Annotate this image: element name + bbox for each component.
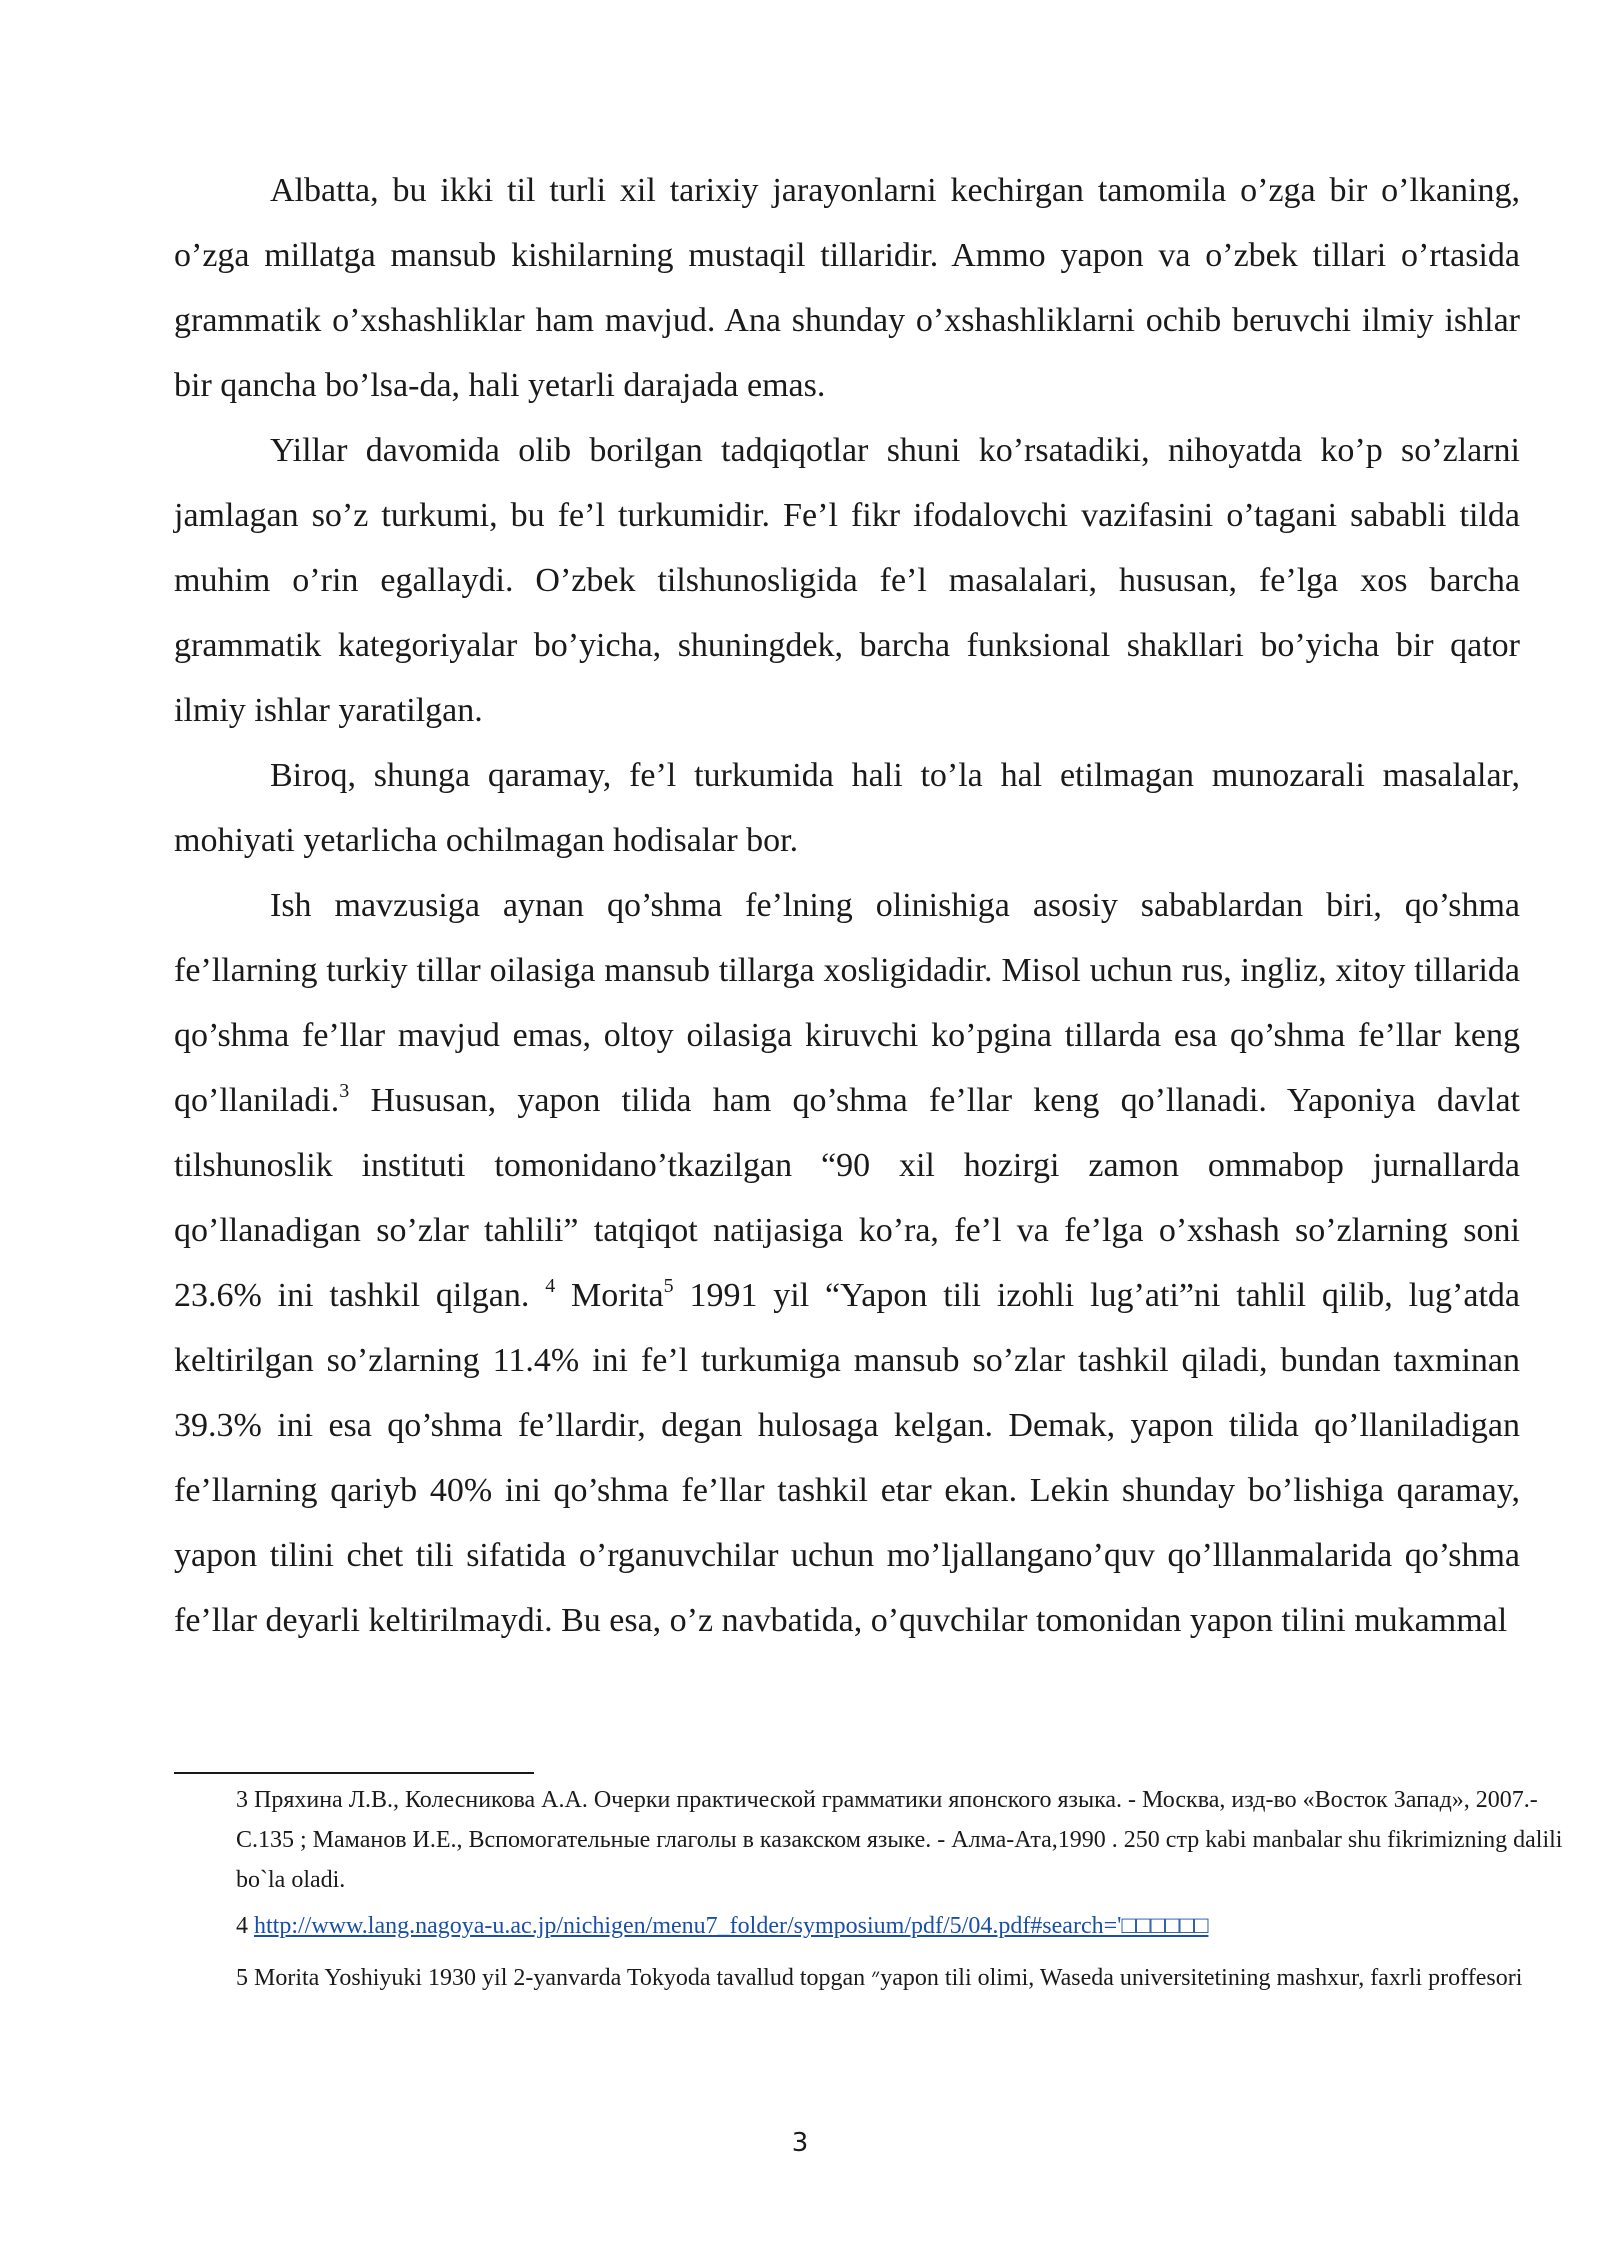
paragraph-1: Albatta, bu ikki til turli xil tarixiy jarayonlarni kechirgan tamomila o’zga bir o’lkaning, o’zga millatga mansub kishilarning mustaqil tillaridir. Ammo yapon va o’zbek tillari o’rtasida grammatik o’xshashliklar ham mavjud. Ana shunday o’xshashliklarni ochib beruvchi ilmiy ishlar bir qancha bo’lsa-da, hali yetarli darajada emas.	[174, 172, 1520, 404]
footnote-ref-5[interactable]: 5	[663, 1274, 674, 1297]
paragraph-4-part-3: Morita	[555, 1277, 664, 1314]
footnote-ref-4[interactable]: 4	[545, 1274, 556, 1297]
footnote-4	[236, 1906, 1576, 1946]
footnote-5: 5 Morita Yoshiyuki 1930 yil 2-yanvarda Tokyoda tavallud topgan ״yapon tili olimi, Waseda universitetining mashxur, faxrli proffesori	[236, 1965, 1523, 1991]
page-number: 3	[791, 2128, 809, 2158]
footnote-divider	[174, 1772, 534, 1774]
paragraph-4-part-2: Hususan, yapon tilida ham qo’shma fe’llar keng qo’llanadi. Yaponiya davlat tilshunoslik instituti tomonidano’tkazilgan “90 xil hozirgi zamon ommabop jurnallarda qo’llanadigan so’zlar tahlili” tatqiqot natijasiga ko’ra, fe’l va fe’lga o’xshash so’zlarning soni 23.6% ini tashkil qilgan.	[174, 1082, 1520, 1314]
paragraph-4-part-1: Ish mavzusiga aynan qo’shma fe’lning olinishiga asosiy sabablardan biri, qo’shma fe’llarning turkiy tillar oilasiga mansub tillarga xosligidadir. Misol uchun rus, ingliz, xitoy tillarida qo’shma fe’llar mavjud emas, oltoy oilasiga kiruvchi ko’pgina tillarda esa qo’shma fe’llar keng qo’llaniladi.	[174, 887, 1520, 1119]
paragraph-4	[174, 873, 1520, 1653]
paragraph-2: Yillar davomida olib borilgan tadqiqotlar shuni ko’rsatadiki, nihoyatda ko’p so’zlarni jamlagan so’z turkumi, bu fe’l turkumidir. Fe’l fikr ifodalovchi vazifasini o’tagani sababli tilda muhim o’rin egallaydi. O’zbek tilshunosligida fe’l masalalari, hususan, fe’lga xos barcha grammatik kategoriyalar bo’yicha, shuningdek, barcha funksional shakllari bo’yicha bir qator ilmiy ishlar yaratilgan.	[174, 432, 1520, 729]
footnote-ref-3[interactable]: 3	[339, 1079, 350, 1102]
footnote-4-number: 4	[236, 1913, 248, 1939]
body-text	[174, 158, 1520, 1653]
paragraph-3: Biroq, shunga qaramay, fe’l turkumida hali to’la hal etilmagan munozarali masalalar, mohiyati yetarlicha ochilmagan hodisalar bor.	[174, 757, 1520, 859]
footnotes	[236, 1780, 1576, 1998]
paragraph-4-part-4: 1991 yil “Yapon tili izohli lug’ati”ni tahlil qilib, lug’atda keltirilgan so’zlarning 11.4% ini fe’l turkumiga mansub so’zlar tashkil qiladi, bundan taxminan 39.3% ini esa qo’shma fe’llardir, degan hulosaga kelgan. Demak, yapon tilida qo’llaniladigan fe’llarning qariyb 40% ini qo’shma fe’llar tashkil etar ekan. Lekin shunday bo’lishiga qaramay, yapon tilini chet tili sifatida o’rganuvchilar uchun mo’ljallangano’quv qo’lllanmalarida qo’shma fe’llar deyarli keltirilmaydi. Bu esa, o’z navbatida, o’quvchilar tomonidan yapon tilini mukammal	[174, 1277, 1521, 1639]
footnote-4-link[interactable]: http://www.lang.nagoya-u.ac.jp/nichigen/menu7_folder/symposium/pdf/5/04.pdf#search='□□□□□□	[254, 1913, 1209, 1939]
footnote-3: 3 Пряхина Л.В., Колесникова А.А. Очерки практической грамматики японского языка. - Москва, изд-во «Восток Запад», 2007.- С.135 ; Маманов И.Е., Вспомогательные глаголы в казакском языке. - Алма-Ата,1990 . 250 стр kabi manbalar shu fikrimizning dalili bo`la oladi.	[236, 1787, 1563, 1893]
